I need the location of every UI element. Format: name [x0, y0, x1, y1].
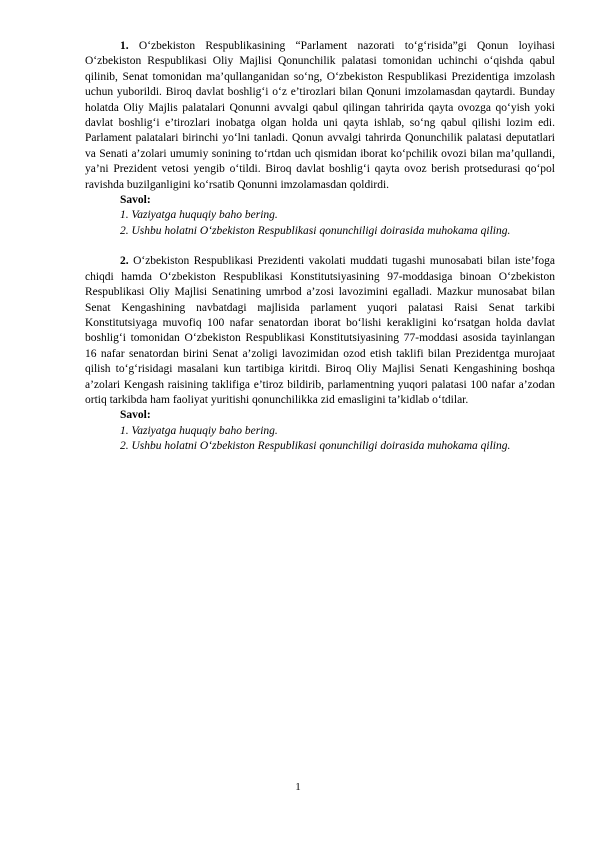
case-2-question-1: 1. Vaziyatga huquqiy baho bering.	[120, 424, 278, 437]
case-2-paragraph	[85, 254, 555, 408]
case-2-question-2: 2. Ushbu holatni O‘zbekiston Respublikasi qonunchiligi doirasida muhokama qiling.	[120, 440, 511, 453]
case-1-savol-label: Savol:	[120, 194, 151, 207]
case-2-text: O‘zbekiston Respublikasi Prezidenti vakolati muddati tugashi munosabati bilan iste’foga chiqdi hamda O‘zbekiston Respublikasi Konstitutsiyasining 97-moddasiga binoan O‘zbekiston Respublikasi Oliy Majlisi Senatining umrbod a’zosi lavozimini egalladi. Mazkur munosabat bilan Senat Kengashining navbatdagi majlisida parlament yuqori palatasi Raisi Senat tarkibi Konstitutsiyaga muvofiq 100 nafar senatordan iborat bo‘lishi kerakligini ko‘rsatgan holda davlat boshlig‘i tomonidan O‘zbekiston Respublikasi Konstitutsiyasining 77-moddasi asosida tayinlangan 16 nafar senatordan birini Senat a’zoligi lavozimidan ozod etish taklifi bilan Prezidentga murojaat qilish to‘g‘risidagi masalani kun tartibiga kiritdi. Biroq Oliy Majlisi Senati Kengashining boshqa a’zolari Kengash raisining taklifiga e’tiroz bildirib, parlamentning yuqori palatasi 100 nafar a’zodan ortiq tarkibda ham faoliyat yuritishi qonunchilikka zid emasligini ta’kidlab o‘tdilar.	[85, 255, 555, 406]
section-gap	[85, 239, 555, 254]
document-body	[85, 39, 555, 455]
case-1-number: 1.	[120, 40, 129, 52]
case-1-question-1: 1. Vaziyatga huquqiy baho bering.	[120, 209, 278, 222]
case-2-number: 2.	[120, 255, 129, 268]
case-1-text: O‘zbekiston Respublikasining “Parlament nazorati to‘g‘risida”gi Qonun loyihasi O‘zbekiston Respublikasi Oliy Majlisi Qonunchilik palatasi tomonidan uchinchi o‘qishda qabul qilinib, Senat tomonidan ma’qullanganidan so‘ng, O‘zbekiston Respublikasi Prezidentiga imzolash uchun yuborildi. Biroq davlat boshlig‘i o‘z e’tirozlari bilan Qonuni imzolamasdan qaytardi. Bunday holatda Oliy Majlis palatalari Qonunni avvalgi qabul qilingan tahririda qayta ovozga qo‘yish yoki davlat boshlig‘i e’tirozlari inobatga olgan holda uni qayta ishlab, so‘ng qabul qilishi lozim edi. Parlament palatalari birinchi yo‘lni tanladi. Qonun avvalgi tahrirda Qonunchilik palatasi deputatlari va Senati a’zolari umumiy sonining to‘rtdan uch qismidan iborat ko‘pchilik ovozi bilan ma’qullandi, ya’ni Prezident vetosi yengib o‘tildi. Biroq davlat boshlig‘i qayta ovoz berish protsedurasi qo‘pol ravishda buzilganligini ko‘rsatib Qonunni imzolamasdan qoldirdi.	[85, 40, 555, 191]
case-1-question-2: 2. Ushbu holatni O‘zbekiston Respublikasi qonunchiligi doirasida muhokama qiling.	[120, 224, 511, 237]
page-number: 1	[295, 781, 301, 793]
case-1-paragraph	[85, 39, 555, 193]
case-2-savol-label: Savol:	[120, 409, 151, 422]
